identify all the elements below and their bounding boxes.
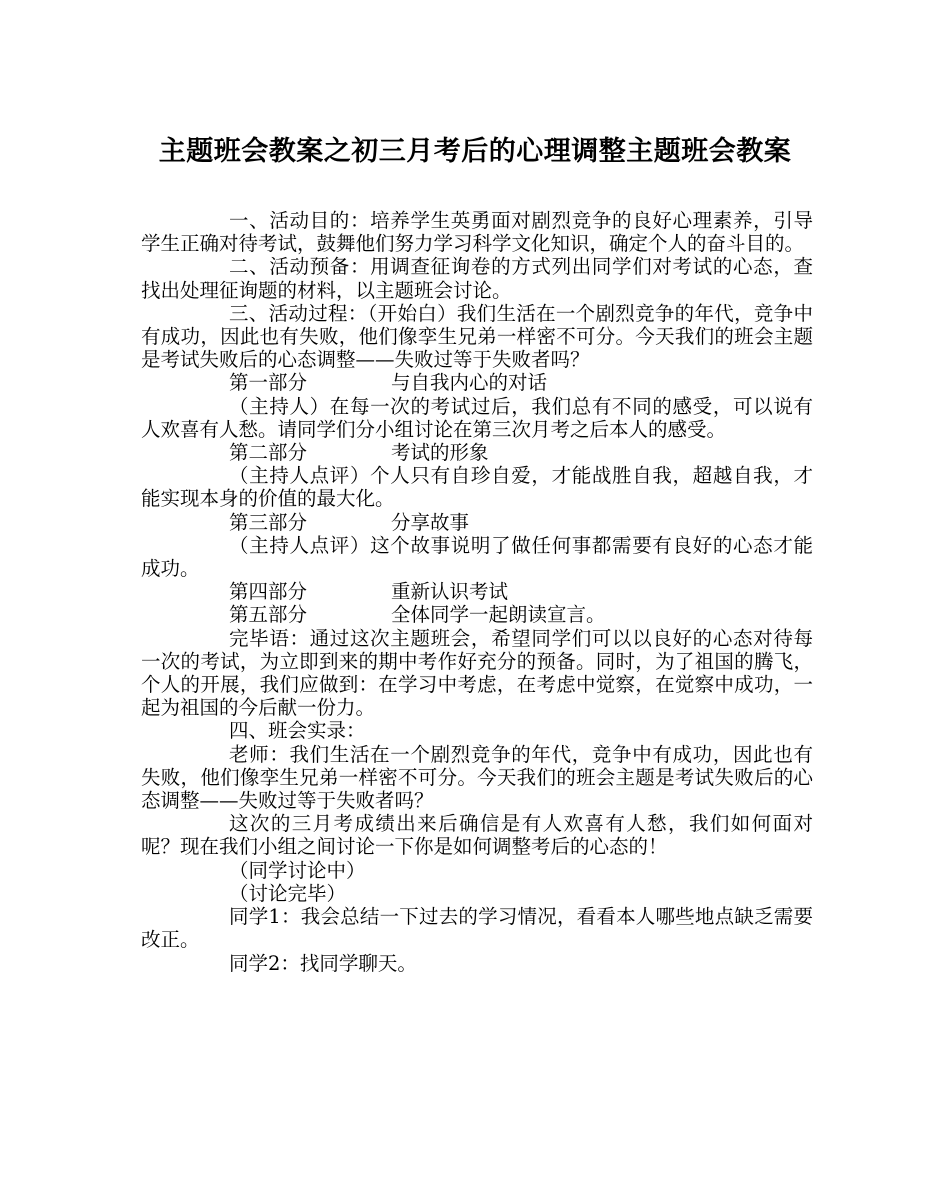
section-label: 第三部分	[229, 510, 308, 534]
paragraph-teacher-speech: 老师：我们生活在一个剧烈竞争的年代，竞争中有成功，因此也有失败，他们像孪生兄弟一样密不可分。今天我们的班会主题是考试失败后的心态调整——失败过等于失败者吗？	[141, 742, 813, 813]
paragraph-activity-process: 三、活动过程：（开始白）我们生活在一个剧烈竞争的年代，竞争中有成功，因此也有失败，他们像孪生兄弟一样密不可分。今天我们的班会主题是考试失败后的心态调整——失败过等于失败者吗？	[141, 301, 813, 372]
paragraph-discussion-done: （讨论完毕）	[229, 881, 347, 905]
section-text: 考试的形象	[391, 441, 489, 465]
paragraph-host-comment-1: （主持人点评）个人只有自珍自爱，才能战胜自我，超越自我，才能实现本身的价值的最大化。	[141, 464, 813, 511]
paragraph-activity-preparation: 二、活动预备：用调查征询卷的方式列出同学们对考试的心态，查找出处理征询题的材料，以主题班会讨论。	[141, 255, 813, 302]
paragraph-discussing: （同学讨论中）	[229, 858, 366, 882]
paragraph-student-1: 同学1：我会总结一下过去的学习情况，看看本人哪些地点缺乏需要改正。	[141, 905, 813, 952]
paragraph-exam-results: 这次的三月考成绩出来后确信是有人欢喜有人愁，我们如何面对呢？现在我们小组之间讨论一下你是如何调整考后的心态的！	[141, 812, 813, 859]
section-text: 全体同学一起朗读宣言。	[391, 603, 606, 627]
document-title: 主题班会教案之初三月考后的心理调整主题班会教案	[158, 136, 792, 167]
section-heading-part-1	[141, 371, 813, 394]
paragraph-host-intro: （主持人）在每一次的考试过后，我们总有不同的感受，可以说有人欢喜有人愁。请同学们分小组讨论在第三次月考之后本人的感受。	[141, 394, 813, 441]
section-heading-part-4	[141, 580, 813, 603]
document-body	[141, 209, 813, 975]
section-label: 第四部分	[229, 580, 308, 604]
section-heading-part-3	[141, 511, 813, 534]
section-label: 第一部分	[229, 371, 308, 395]
paragraph-meeting-record-heading: 四、班会实录：	[229, 719, 366, 743]
paragraph-host-comment-2: （主持人点评）这个故事说明了做任何事都需要有良好的心态才能成功。	[141, 533, 813, 581]
section-text: 分享故事	[391, 510, 470, 534]
section-label: 第二部分	[229, 441, 308, 465]
section-heading-part-2	[141, 441, 813, 464]
section-heading-part-5	[141, 603, 813, 626]
section-text: 重新认识考试	[391, 580, 509, 604]
section-text: 与自我内心的对话	[391, 371, 548, 395]
paragraph-student-2: 同学2：找同学聊天。	[229, 951, 417, 975]
section-label: 第五部分	[229, 603, 308, 627]
paragraph-closing-remarks: 完毕语：通过这次主题班会，希望同学们可以以良好的心态对待每一次的考试，为立即到来的期中考作好充分的预备。同时，为了祖国的腾飞，个人的开展，我们应做到：在学习中考虑，在考虑中觉察，在觉察中成功，一起为祖国的今后献一份力。	[141, 626, 813, 720]
paragraph-activity-purpose: 一、活动目的：培养学生英勇面对剧烈竞争的良好心理素养，引导学生正确对待考试，鼓舞他们努力学习科学文化知识，确定个人的奋斗目的。	[141, 209, 813, 256]
